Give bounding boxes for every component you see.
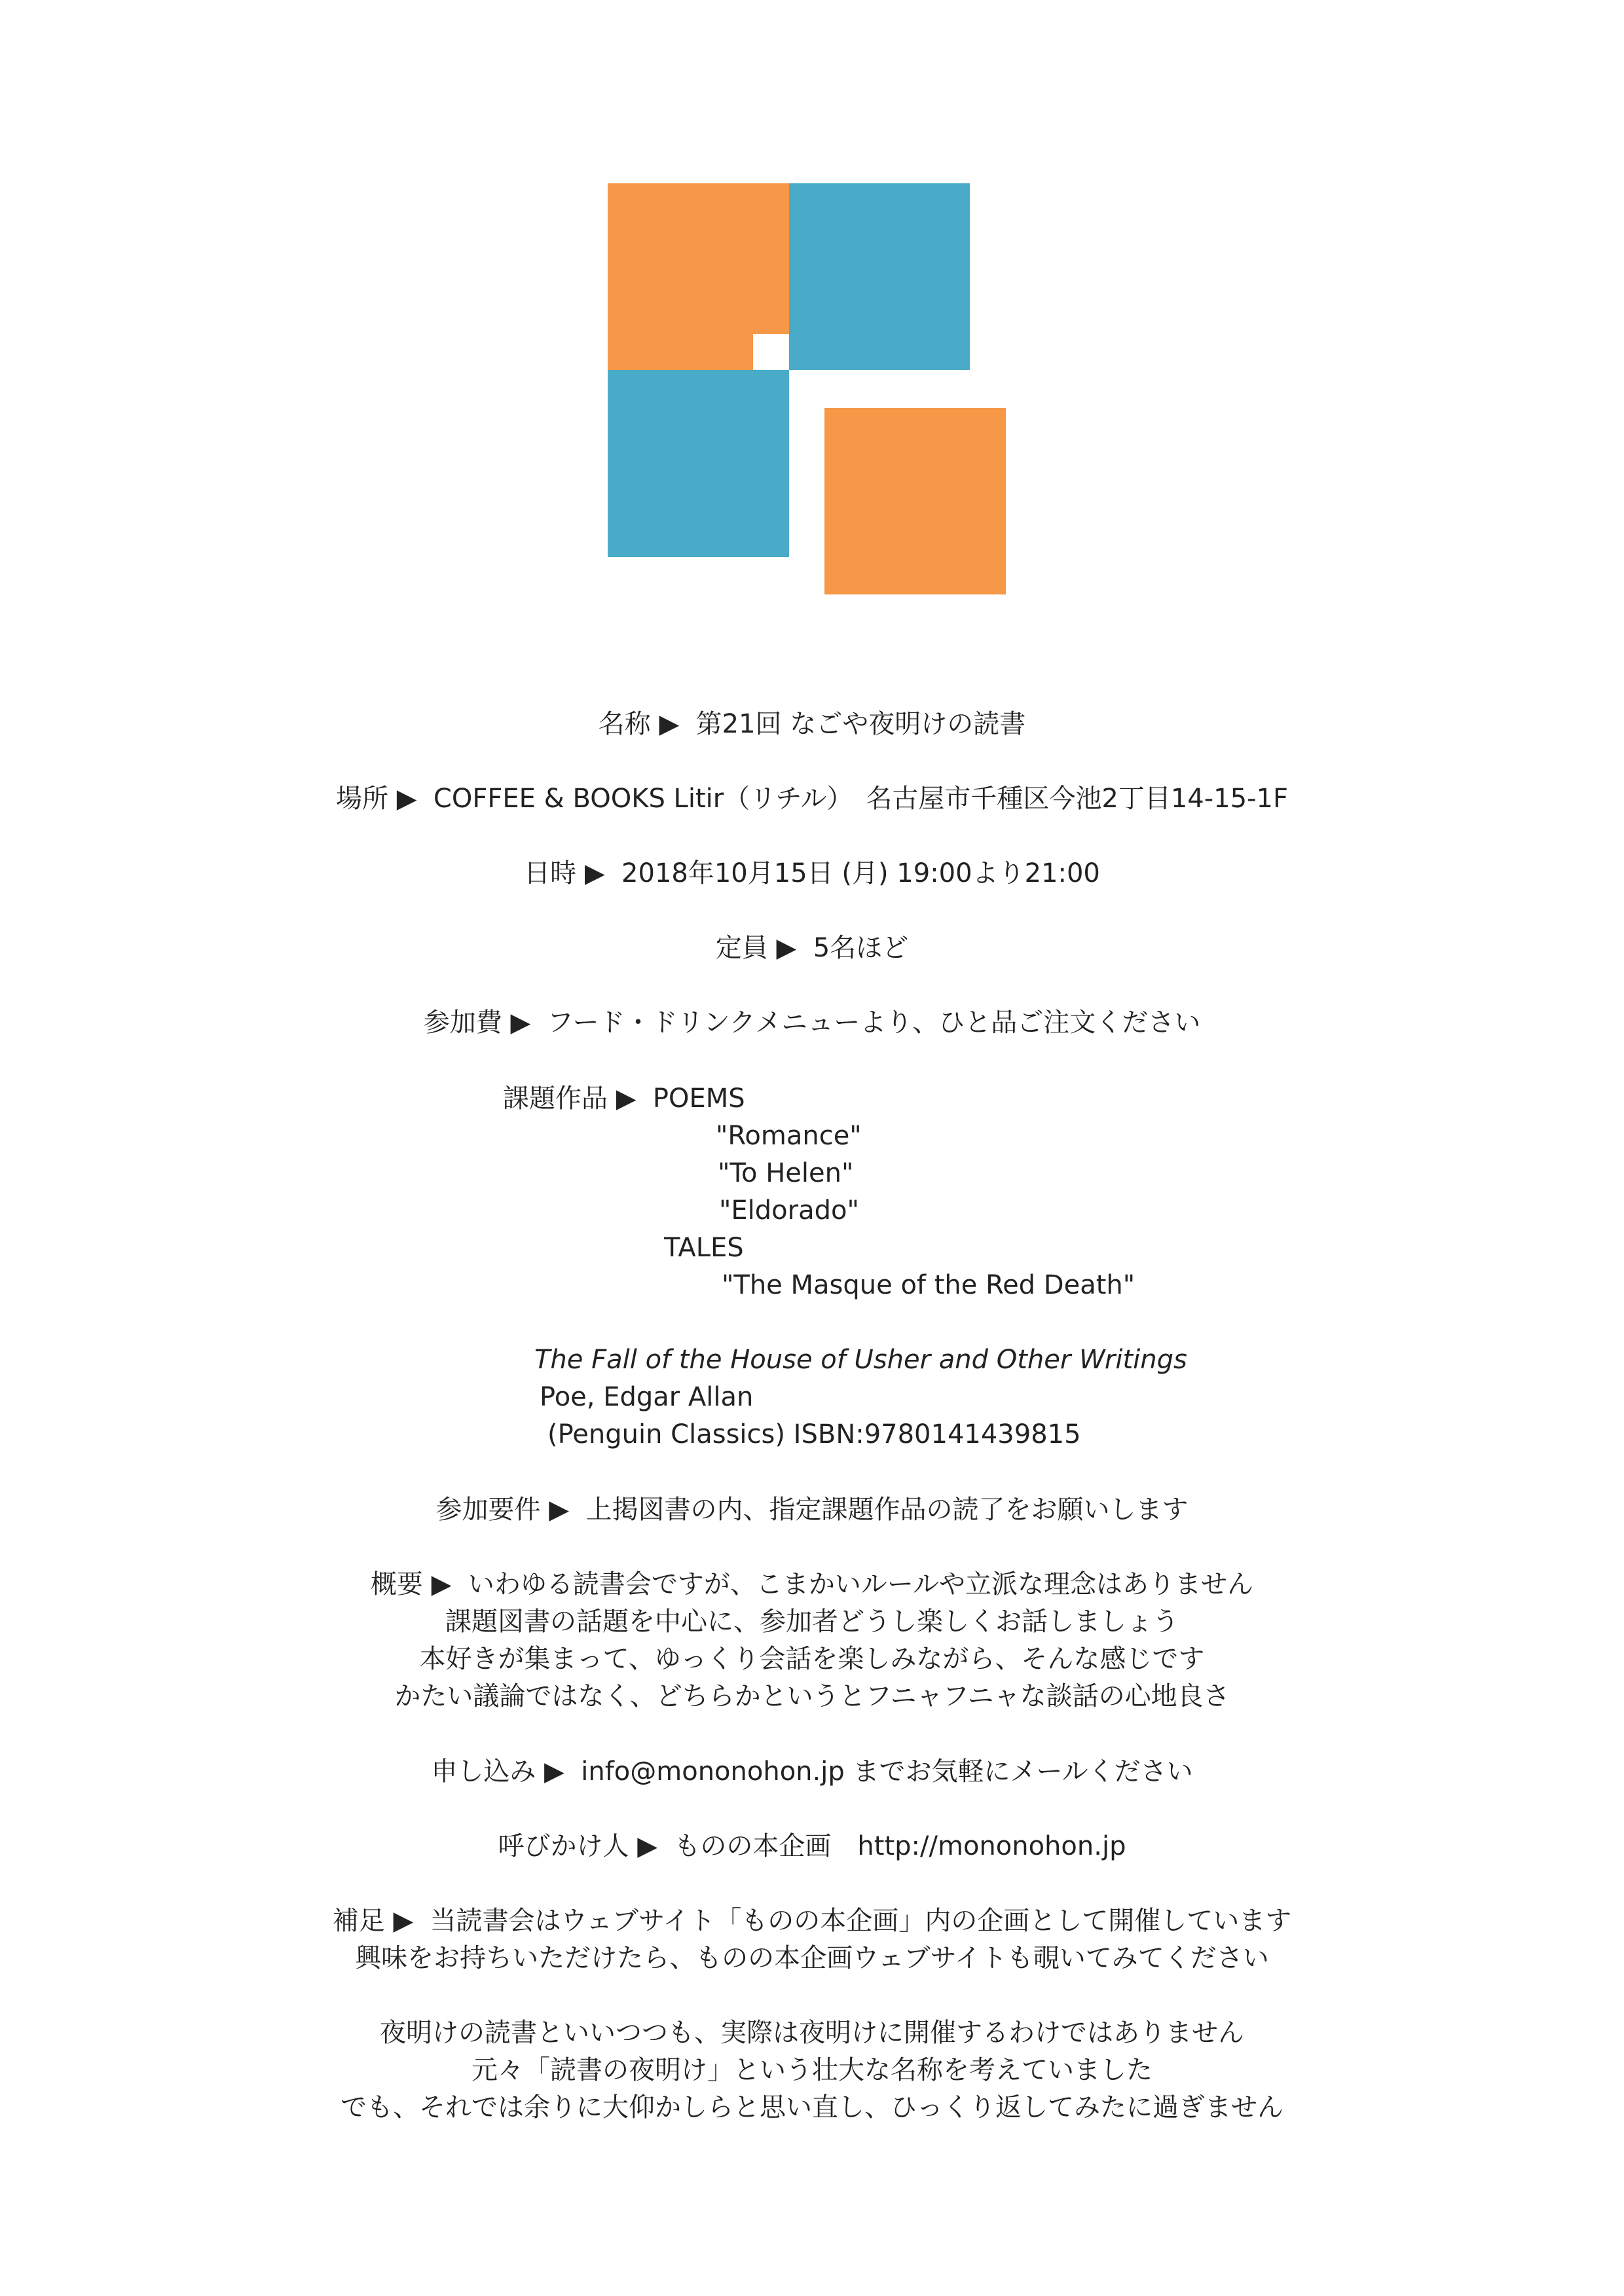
event-fee: 参加費 ▶ フード・ドリンクメニューより、ひと品ご注文ください (423, 1008, 1201, 1038)
poem-eldorado: "Eldorado" (719, 1195, 859, 1226)
works-label: 課題作品 ▶ POEMS (503, 1084, 745, 1114)
summary-line-2: 課題図書の話題を中心に、参加者どうし楽しくお話しましょう (445, 1607, 1179, 1637)
note-line-4: 元々「読書の夜明け」という壮大な名称を考えていました (471, 2055, 1153, 2085)
note-line-1: 補足 ▶ 当読書会はウェブサイト「ものの本企画」内の企画として開催しています (332, 1906, 1292, 1936)
poem-romance: "Romance" (716, 1121, 862, 1151)
tales-label: TALES (664, 1233, 744, 1263)
note-line-2: 興味をお持ちいただけたら、ものの本企画ウェブサイトも覗いてみてください (355, 1943, 1269, 1973)
logo-square-blue-bottom (608, 370, 789, 557)
book-author: Poe, Edgar Allan (540, 1382, 754, 1412)
note-line-5: でも、それでは余りに大仰かしらと思い直し、ひっくり返してみたに過ぎません (341, 2092, 1283, 2123)
logo-notch-white (753, 334, 789, 370)
summary-line-4: かたい議論ではなく、どちらかというとフニャフニャな談話の心地良さ (394, 1681, 1230, 1711)
organizer: 呼びかけ人 ▶ ものの本企画 http://mononohon.jp (498, 1831, 1126, 1861)
requirement: 参加要件 ▶ 上掲図書の内、指定課題作品の読了をお願いします (435, 1495, 1189, 1525)
logo-square-blue-top (789, 183, 970, 370)
summary-line-1: 概要 ▶ いわゆる読書会ですが、こまかいルールや立派な理念はありません (370, 1569, 1254, 1599)
event-capacity: 定員 ▶ 5名ほど (715, 933, 909, 963)
tale-masque: "The Masque of the Red Death" (722, 1270, 1135, 1300)
book-isbn: (Penguin Classics) ISBN:9780141439815 (547, 1419, 1081, 1449)
note-line-3: 夜明けの読書といいつつも、実際は夜明けに開催するわけではありません (380, 2018, 1244, 2048)
event-datetime: 日時 ▶ 2018年10月15日 (月) 19:00より21:00 (524, 858, 1100, 888)
poem-to-helen: "To Helen" (718, 1158, 854, 1188)
book-title: The Fall of the House of Usher and Other Writings (534, 1345, 1187, 1375)
event-name: 名称 ▶ 第21回 なごや夜明けの読書 (598, 709, 1026, 739)
event-place: 場所 ▶ COFFEE & BOOKS Litir（リチル） 名古屋市千種区今池2丁目14-15-1F (336, 784, 1288, 814)
summary-line-3: 本好きが集まって、ゆっくり会話を楽しみながら、そんな感じです (419, 1644, 1205, 1674)
logo-square-orange-bottom (824, 408, 1006, 594)
apply-info: 申し込み ▶ info@mononohon.jp までお気軽にメールください (431, 1757, 1193, 1787)
